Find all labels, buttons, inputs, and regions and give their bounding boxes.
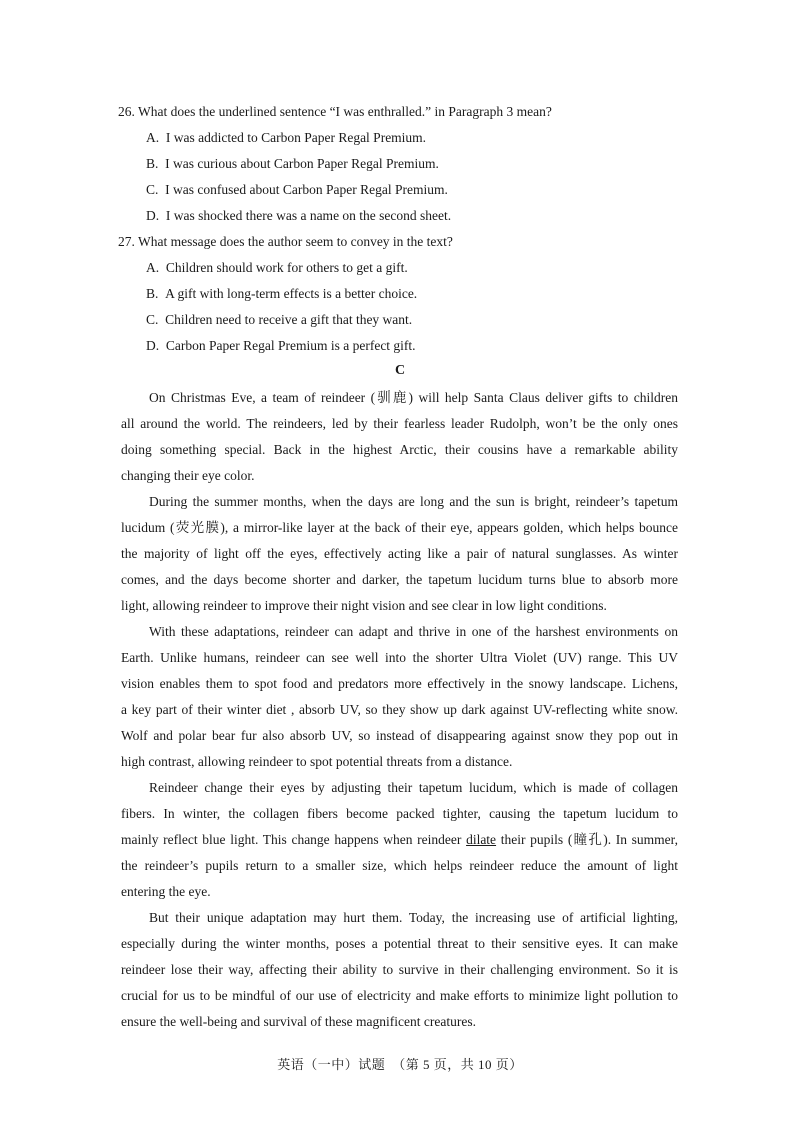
passage-line: Reindeer change their eyes by adjusting their tapetum lucidum, which is made of collagen xyxy=(149,780,678,795)
option-27-d: D. Carbon Paper Regal Premium is a perfect gift. xyxy=(146,338,416,353)
passage-line: fibers. In winter, the collagen fibers become packed tighter, causing the tapetum lucidum to xyxy=(121,806,678,821)
passage-line: With these adaptations, reindeer can adapt and thrive in one of the harshest environments on xyxy=(149,624,678,639)
passage-line: lucidum (荧光膜), a mirror-like layer at the back of their eye, appears golden, which helps bounce xyxy=(121,520,678,535)
option-26-d: D. I was shocked there was a name on the second sheet. xyxy=(146,208,452,223)
passage-line: a key part of their winter diet , absorb UV, so they show up dark against UV-reflecting white snow. xyxy=(121,702,678,717)
passage-line: Earth. Unlike humans, reindeer can see well into the shorter Ultra Violet (UV) range. This UV xyxy=(121,650,678,665)
passage-line: crucial for us to be mindful of our use of electricity and make efforts to minimize light pollution to xyxy=(121,988,678,1003)
option-27-a: A. Children should work for others to get a gift. xyxy=(146,260,408,275)
passage-line: ensure the well-being and survival of these magnificent creatures. xyxy=(121,1014,476,1029)
question-stem: What message does the author seem to convey in the text? xyxy=(138,234,453,249)
question-number: 27. xyxy=(118,234,135,249)
question-27 xyxy=(118,234,453,250)
question-number: 26. xyxy=(118,104,135,119)
option-26-b: B. I was curious about Carbon Paper Regal Premium. xyxy=(146,156,439,171)
passage-line: comes, and the days become shorter and darker, the tapetum lucidum turns blue to absorb more xyxy=(121,572,678,587)
passage-line: especially during the winter months, poses a potential threat to their sensitive eyes. It can make xyxy=(121,936,678,951)
page-footer: 英语（一中）试题 （第 5 页，共 10 页） xyxy=(277,1057,523,1072)
passage-line: the majority of light off the eyes, effectively acting like a pair of natural sunglasses. As winter xyxy=(121,546,678,561)
passage-line: changing their eye color. xyxy=(121,468,255,483)
underlined-word: dilate xyxy=(466,832,497,847)
passage-line: reindeer lose their way, affecting their ability to survive in their challenging environment. So it is xyxy=(121,962,678,977)
passage-line: all around the world. The reindeers, led by their fearless leader Rudolph, won’t be the only ones xyxy=(121,416,678,431)
passage-line: high contrast, allowing reindeer to spot potential threats from a distance. xyxy=(121,754,513,769)
option-27-b: B. A gift with long-term effects is a better choice. xyxy=(146,286,418,301)
passage-line: light, allowing reindeer to improve their night vision and see clear in low light conditions. xyxy=(121,598,607,613)
passage-line: On Christmas Eve, a team of reindeer (驯鹿) will help Santa Claus deliver gifts to children xyxy=(149,390,678,405)
passage-line: But their unique adaptation may hurt them. Today, the increasing use of artificial lighting, xyxy=(149,910,678,925)
passage-line: the reindeer’s pupils return to a smaller size, which helps reindeer reduce the amount of light xyxy=(121,858,678,873)
passage-line: During the summer months, when the days are long and the sun is bright, reindeer’s tapetum xyxy=(149,494,678,509)
passage-line: entering the eye. xyxy=(121,884,211,899)
option-26-c: C. I was confused about Carbon Paper Regal Premium. xyxy=(146,182,448,197)
passage-line: doing something special. Back in the highest Arctic, their cousins have a remarkable ability xyxy=(121,442,678,457)
question-26 xyxy=(118,104,552,120)
section-heading: C xyxy=(394,363,406,378)
passage-line: mainly reflect blue light. This change happens when reindeer dilate their pupils (瞳孔). In summer, xyxy=(121,832,678,847)
question-stem: What does the underlined sentence “I was enthralled.” in Paragraph 3 mean? xyxy=(138,104,552,119)
passage-line: vision enables them to spot food and predators more effectively in the snowy landscape. Lichens, xyxy=(121,676,678,691)
passage-line: Wolf and polar bear fur also absorb UV, so instead of disappearing against snow they pop out in xyxy=(121,728,678,743)
option-27-c: C. Children need to receive a gift that they want. xyxy=(146,312,413,327)
option-26-a: A. I was addicted to Carbon Paper Regal Premium. xyxy=(146,130,427,145)
